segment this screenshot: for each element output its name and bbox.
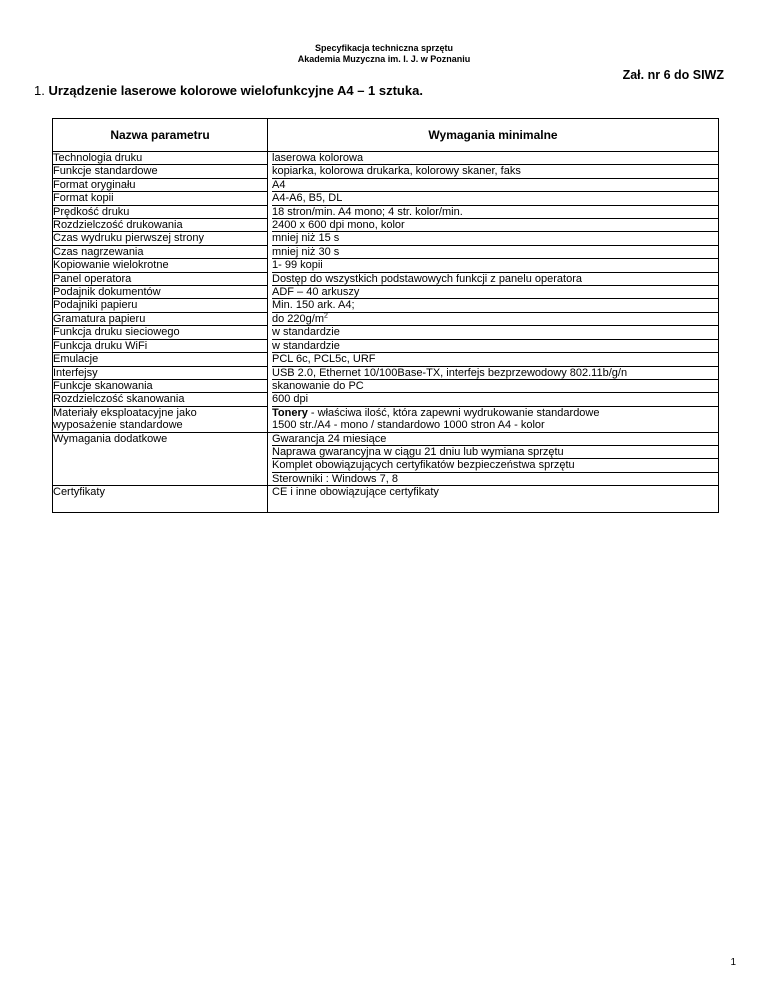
parameter-name: Panel operatora bbox=[53, 273, 267, 286]
parameter-value bbox=[272, 353, 718, 366]
table-row-additional bbox=[53, 432, 719, 486]
parameter-value bbox=[272, 273, 718, 286]
parameter-value-text: Dostęp do wszystkich podstawowych funkcji z panelu operatora bbox=[272, 272, 582, 285]
parameter-value bbox=[272, 206, 718, 219]
parameter-name: Rozdzielczość skanowania bbox=[53, 393, 267, 406]
parameter-name: Funkcja druku sieciowego bbox=[53, 326, 267, 339]
parameter-value-text: kopiarka, kolorowa drukarka, kolorowy skaner, faks bbox=[272, 165, 521, 178]
table-row-parameters bbox=[53, 152, 719, 433]
parameter-value-text: w standardzie bbox=[272, 326, 340, 339]
section-heading bbox=[34, 83, 423, 98]
additional-requirement-item: Komplet obowiązujących certyfikatów bezpieczeństwa sprzętu bbox=[272, 459, 718, 472]
parameter-value-text: 1- 99 kopii bbox=[272, 259, 323, 272]
parameter-value bbox=[272, 179, 718, 192]
parameter-value bbox=[272, 286, 718, 299]
column-header-parameter: Nazwa parametru bbox=[53, 119, 268, 152]
parameter-value bbox=[272, 152, 718, 165]
certificates-value-cell bbox=[268, 486, 719, 513]
parameter-value bbox=[272, 165, 718, 178]
parameter-name: Interfejsy bbox=[53, 367, 267, 380]
parameter-value bbox=[272, 326, 718, 339]
section-number: 1. bbox=[34, 83, 45, 98]
materials-label-line1: Materiały eksploatacyjne jako bbox=[53, 406, 197, 419]
certificates-name-cell bbox=[53, 486, 268, 513]
parameter-value-text: A4-A6, B5, DL bbox=[272, 192, 343, 205]
parameter-value-text: laserowa kolorowa bbox=[272, 152, 364, 164]
parameter-name: Kopiowanie wielokrotne bbox=[53, 259, 267, 272]
table-row-certificates bbox=[53, 486, 719, 513]
table-header-row bbox=[53, 119, 719, 152]
superscript: 2 bbox=[323, 312, 328, 320]
additional-requirement-item: Sterowniki : Windows 7, 8 bbox=[272, 472, 398, 485]
parameter-value bbox=[272, 299, 718, 312]
parameter-value-text: skanowanie do PC bbox=[272, 379, 364, 392]
parameter-value-text: 18 stron/min. A4 mono; 4 str. kolor/min. bbox=[272, 205, 463, 218]
parameter-name: Podajnik dokumentów bbox=[53, 286, 267, 299]
additional-requirement-item: Naprawa gwarancyjna w ciągu 21 dniu lub wymiana sprzętu bbox=[272, 446, 718, 459]
certificates-value: CE i inne obowiązujące certyfikaty bbox=[272, 486, 439, 499]
additional-requirements-label: Wymagania dodatkowe bbox=[53, 432, 168, 445]
parameter-value bbox=[272, 219, 718, 232]
parameter-name: Technologia druku bbox=[53, 152, 267, 165]
parameter-value-text: mniej niż 15 s bbox=[272, 232, 340, 245]
parameter-value bbox=[272, 313, 718, 326]
toner-description: - właściwa ilość, która zapewni wydrukowanie standardowe bbox=[307, 406, 600, 419]
toner-label: Tonery bbox=[272, 406, 308, 419]
parameter-value-text: 2400 x 600 dpi mono, kolor bbox=[272, 219, 405, 232]
parameter-value bbox=[272, 393, 718, 406]
parameter-value bbox=[272, 367, 718, 380]
parameter-name: Podajniki papieru bbox=[53, 299, 267, 312]
parameter-value bbox=[272, 192, 718, 205]
parameter-value bbox=[272, 259, 718, 272]
parameter-name: Rozdzielczość drukowania bbox=[53, 219, 267, 232]
certificates-label: Certyfikaty bbox=[53, 486, 105, 499]
parameter-name: Funkcje skanowania bbox=[53, 380, 267, 393]
parameter-name: Funkcja druku WiFi bbox=[53, 340, 267, 353]
parameter-value-text: PCL 6c, PCL5c, URF bbox=[272, 353, 376, 366]
parameter-name: Prędkość druku bbox=[53, 206, 267, 219]
parameter-value-text: Min. 150 ark. A4; bbox=[272, 299, 355, 312]
parameter-values-cell bbox=[268, 152, 719, 433]
materials-value-line1 bbox=[272, 407, 718, 419]
page-number: 1 bbox=[730, 957, 736, 968]
parameter-name: Gramatura papieru bbox=[53, 313, 267, 326]
parameter-value-text: 600 dpi bbox=[272, 393, 309, 406]
parameter-name: Funkcje standardowe bbox=[53, 165, 267, 178]
parameter-value-text: A4 bbox=[272, 178, 286, 191]
parameter-name: Czas nagrzewania bbox=[53, 246, 267, 259]
additional-name-cell bbox=[53, 432, 268, 486]
parameter-name: Emulacje bbox=[53, 353, 267, 366]
document-header-institution: Akademia Muzyczna im. I. J. w Poznaniu bbox=[297, 54, 471, 64]
parameter-value bbox=[272, 380, 718, 393]
document-header-title: Specyfikacja techniczna sprzętu bbox=[314, 43, 454, 53]
parameter-name: Format kopii bbox=[53, 192, 267, 205]
parameter-value bbox=[272, 232, 718, 245]
parameter-names-cell bbox=[53, 152, 268, 433]
additional-values-cell bbox=[268, 432, 719, 486]
parameter-name: Czas wydruku pierwszej strony bbox=[53, 232, 267, 245]
column-header-requirements: Wymagania minimalne bbox=[268, 119, 719, 152]
parameter-value-text: ADF – 40 arkuszy bbox=[272, 286, 360, 299]
parameter-value-text: mniej niż 30 s bbox=[272, 245, 340, 258]
parameter-value bbox=[272, 340, 718, 353]
parameter-name: Format oryginału bbox=[53, 179, 267, 192]
materials-value-line2: 1500 str./A4 - mono / standardowo 1000 stron A4 - kolor bbox=[272, 419, 545, 432]
additional-requirement-item: Gwarancja 24 miesiące bbox=[272, 433, 718, 446]
section-title: Urządzenie laserowe kolorowe wielofunkcyjne A4 – 1 sztuka. bbox=[48, 83, 423, 98]
parameter-value bbox=[272, 246, 718, 259]
materials-label-line2: wyposażenie standardowe bbox=[53, 419, 183, 432]
annex-label: Zał. nr 6 do SIWZ bbox=[622, 68, 724, 82]
parameter-value-text: do 220g/m bbox=[272, 312, 324, 325]
parameter-value-text: USB 2.0, Ethernet 10/100Base-TX, interfejs bezprzewodowy 802.11b/g/n bbox=[272, 366, 628, 379]
parameter-value-text: w standardzie bbox=[272, 339, 340, 352]
specification-table bbox=[52, 118, 719, 513]
